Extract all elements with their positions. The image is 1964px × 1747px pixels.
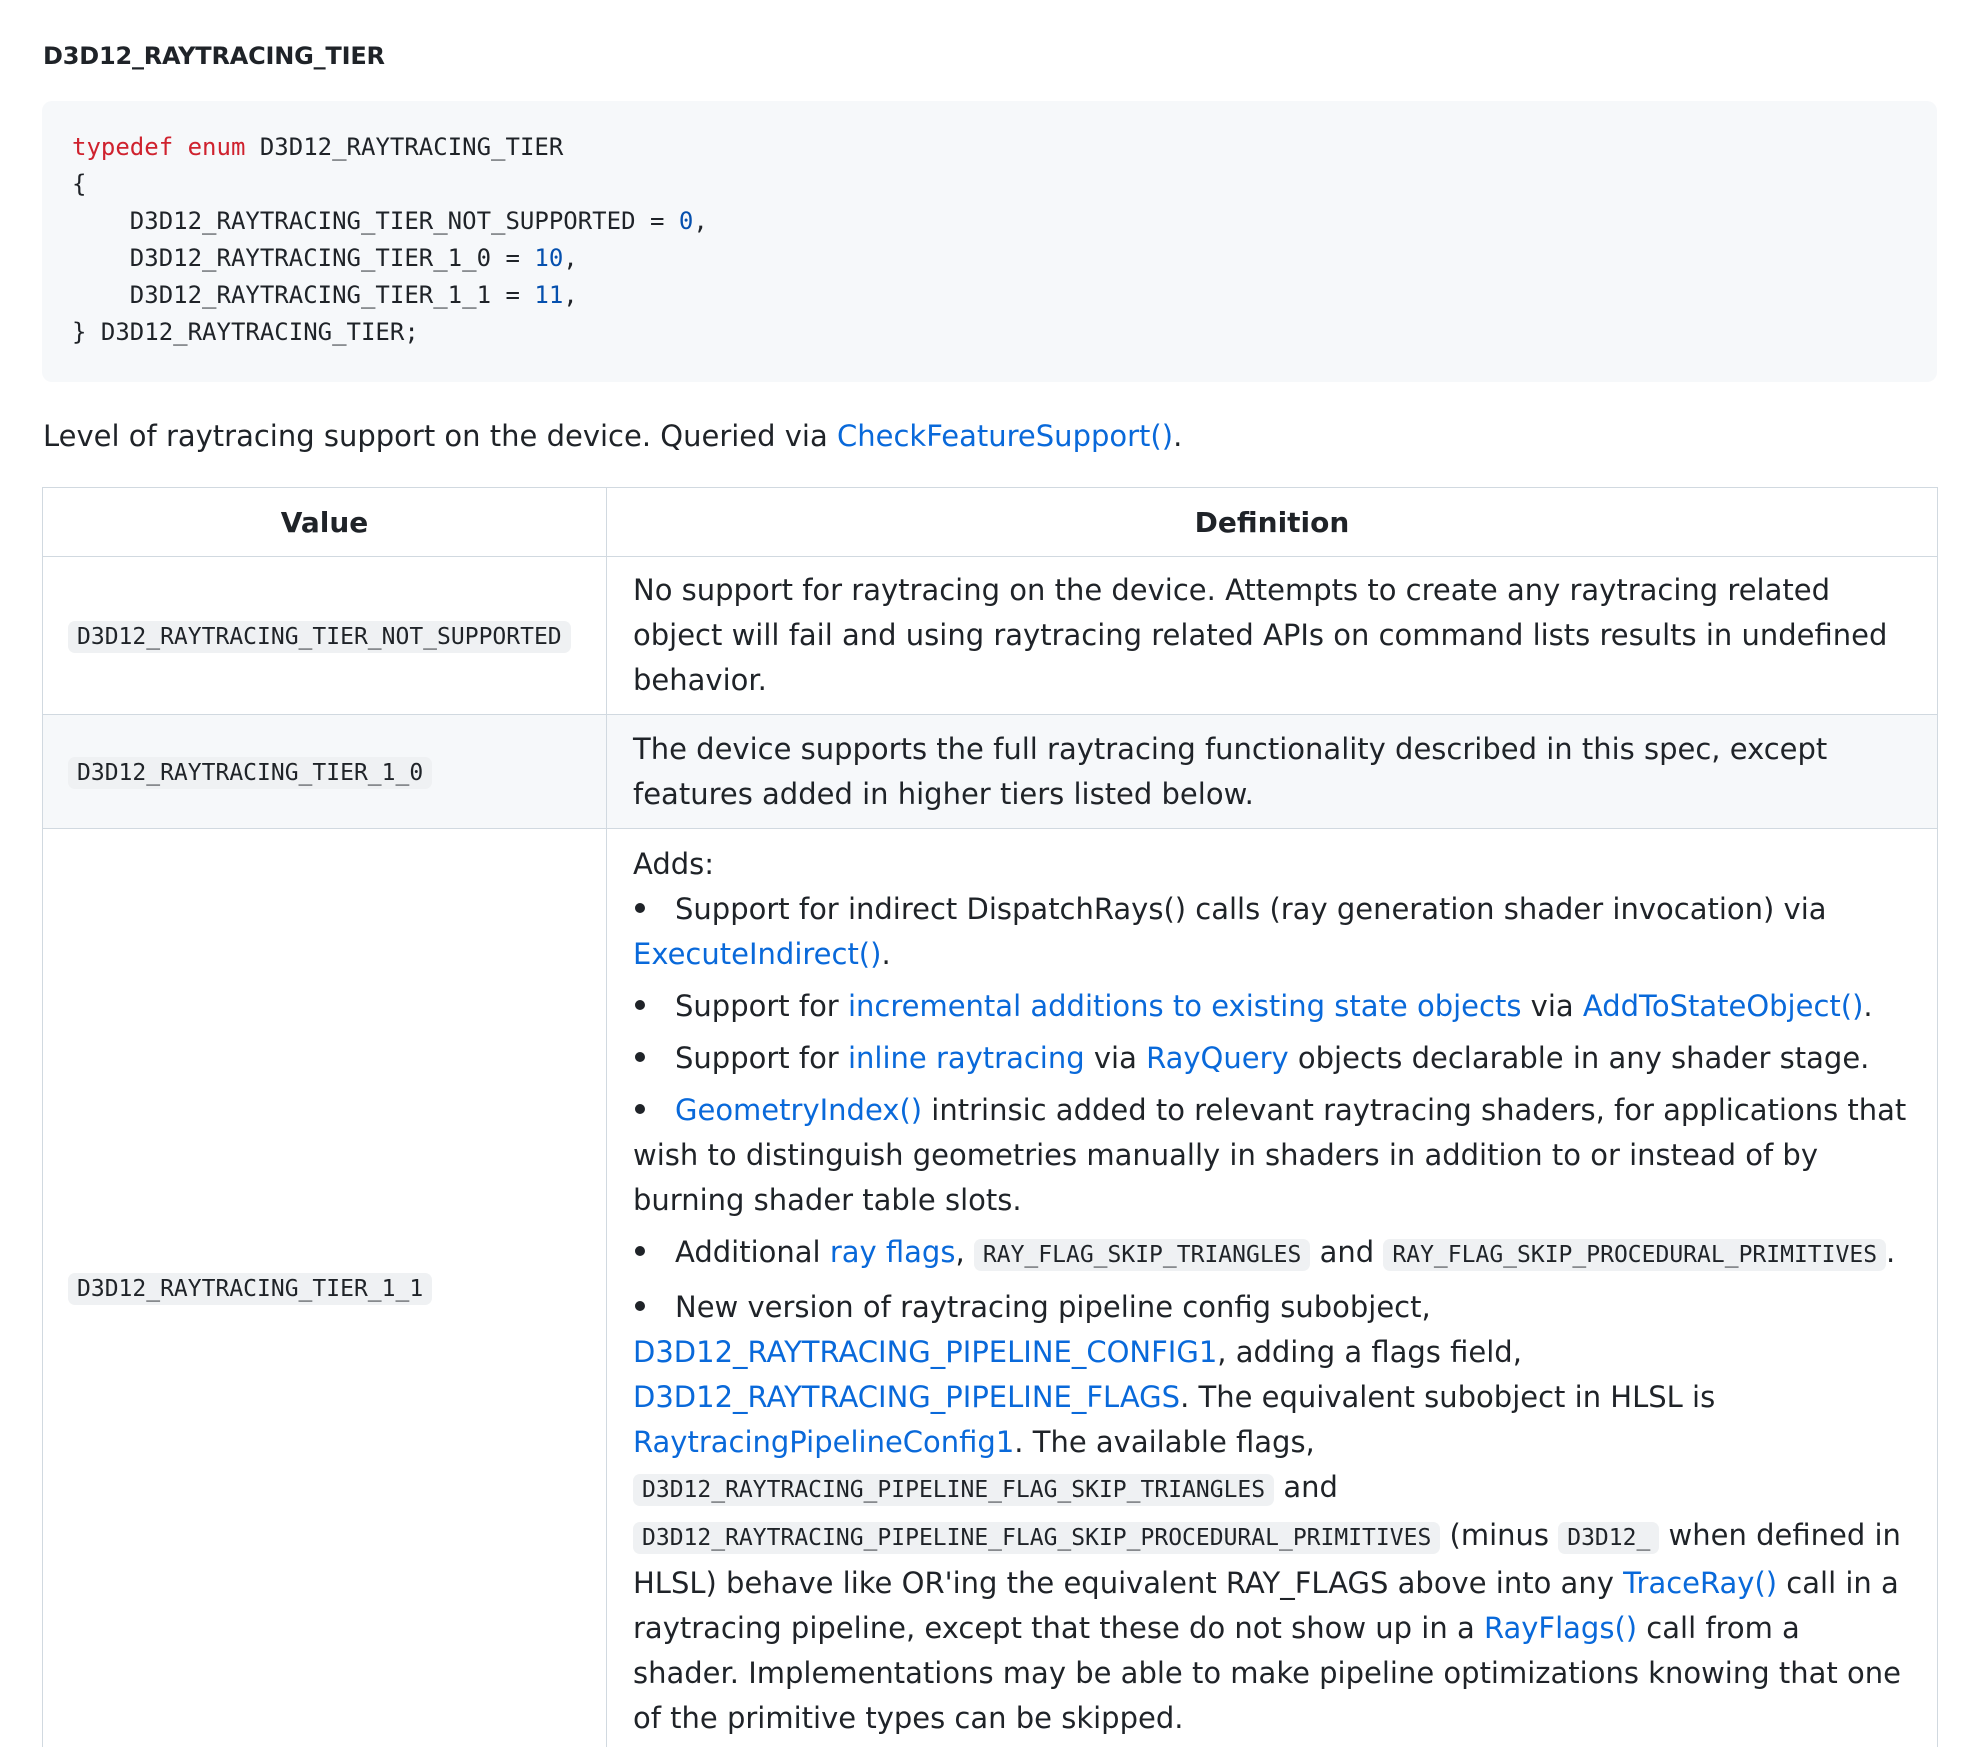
rayquery-link[interactable]: RayQuery [1146, 1041, 1289, 1075]
value-cell [43, 715, 607, 829]
intro-text: Level of raytracing support on the device. Queried via [43, 419, 837, 453]
bullet-icon [633, 1230, 675, 1275]
inline-code: D3D12_RAYTRACING_PIPELINE_FLAG_SKIP_PROCEDURAL_PRIMITIVES [633, 1522, 1440, 1554]
bullet-icon [633, 887, 675, 932]
table-row [43, 829, 1938, 1747]
code-keyword-enum: enum [188, 133, 246, 161]
list-item [633, 887, 1911, 977]
item-text: call from a shader. Implementations may be able to make pipeline optimizations knowing that one of the primitive types can be skipped. [633, 1611, 1901, 1735]
code-enum-name: D3D12_RAYTRACING_TIER [260, 133, 563, 161]
list-item [633, 1285, 1911, 1741]
code-close: } D3D12_RAYTRACING_TIER; [72, 318, 419, 346]
header-definition: Definition [607, 488, 1938, 557]
intro-end: . [1173, 419, 1182, 453]
section-heading: D3D12_RAYTRACING_TIER [43, 38, 385, 74]
raytracing-pipeline-config1-link[interactable]: RaytracingPipelineConfig1 [633, 1425, 1014, 1459]
item-text: when defined in HLSL) behave like OR'ing the equivalent RAY_FLAGS above into any [633, 1518, 1901, 1600]
header-value: Value [43, 488, 607, 557]
table-row [43, 715, 1938, 829]
item-text: Support for [675, 1041, 848, 1075]
geometry-index-link[interactable]: GeometryIndex() [675, 1093, 922, 1127]
adds-label: Adds: [633, 842, 1911, 887]
bullet-icon [633, 1088, 675, 1133]
code-block [42, 101, 1937, 382]
value-code: D3D12_RAYTRACING_TIER_1_1 [68, 1273, 432, 1305]
bullet-icon [633, 1285, 675, 1330]
item-text: via [1521, 989, 1582, 1023]
inline-code: RAY_FLAG_SKIP_TRIANGLES [974, 1239, 1311, 1271]
table-row [43, 557, 1938, 715]
item-end: . [881, 937, 890, 971]
inline-code: RAY_FLAG_SKIP_PROCEDURAL_PRIMITIVES [1383, 1239, 1886, 1271]
item-text: . The equivalent subobject in HLSL is [1180, 1380, 1715, 1414]
ray-flags-link[interactable]: ray flags [830, 1235, 956, 1269]
item-text: , adding a flags field, [1217, 1335, 1522, 1369]
code-entry-value: 11 [534, 281, 563, 309]
item-end: . [1886, 1235, 1895, 1269]
table-header-row [43, 488, 1938, 557]
item-text: New version of raytracing pipeline config subobject, [675, 1290, 1431, 1324]
list-item [633, 1088, 1911, 1223]
item-text: (minus [1450, 1518, 1550, 1552]
item-text: Support for indirect DispatchRays() calls (ray generation shader invocation) via [675, 892, 1827, 926]
item-text: Additional [675, 1235, 830, 1269]
list-item [633, 1036, 1911, 1081]
value-cell [43, 829, 607, 1747]
code-open-brace: { [72, 170, 86, 198]
item-text: Support for [675, 989, 848, 1023]
incremental-additions-link[interactable]: incremental additions to existing state objects [848, 989, 1522, 1023]
item-end: . [1863, 989, 1872, 1023]
item-text: via [1085, 1041, 1146, 1075]
list-item [633, 1230, 1911, 1278]
tier-table [42, 487, 1938, 1747]
definition-cell [607, 829, 1938, 1747]
inline-raytracing-link[interactable]: inline raytracing [848, 1041, 1085, 1075]
add-to-state-object-link[interactable]: AddToStateObject() [1583, 989, 1864, 1023]
item-text: objects declarable in any shader stage. [1289, 1041, 1870, 1075]
inline-code: D3D12_RAYTRACING_PIPELINE_FLAG_SKIP_TRIANGLES [633, 1474, 1274, 1506]
bullet-icon [633, 984, 675, 1029]
item-text: intrinsic added to relevant raytracing shaders, for applications that wish to distinguish geometries manually in shaders in addition to or instead of by burning shader table slots. [633, 1093, 1906, 1217]
value-cell [43, 557, 607, 715]
definition-cell: No support for raytracing on the device. Attempts to create any raytracing related object will fail and using raytracing related APIs on command lists results in undefined behavior. [607, 557, 1938, 715]
code-entry-value: 10 [534, 244, 563, 272]
item-text: . The available flags, [1014, 1425, 1314, 1459]
check-feature-support-link[interactable]: CheckFeatureSupport() [837, 419, 1173, 453]
code-entry-name: D3D12_RAYTRACING_TIER_1_0 [130, 244, 491, 272]
traceray-link[interactable]: TraceRay() [1623, 1566, 1777, 1600]
code-entry-name: D3D12_RAYTRACING_TIER_NOT_SUPPORTED [130, 207, 636, 235]
code-entry-value: 0 [679, 207, 693, 235]
value-code: D3D12_RAYTRACING_TIER_NOT_SUPPORTED [68, 621, 571, 653]
value-code: D3D12_RAYTRACING_TIER_1_0 [68, 757, 432, 789]
item-text: , [955, 1235, 964, 1269]
execute-indirect-link[interactable]: ExecuteIndirect() [633, 937, 881, 971]
definition-cell: The device supports the full raytracing functionality described in this spec, except features added in higher tiers listed below. [607, 715, 1938, 829]
list-item [633, 984, 1911, 1029]
feature-list [633, 887, 1911, 1741]
code-entry-name: D3D12_RAYTRACING_TIER_1_1 [130, 281, 491, 309]
item-text: and [1320, 1235, 1375, 1269]
inline-code: D3D12_ [1558, 1522, 1659, 1554]
intro-paragraph [43, 415, 1182, 457]
pipeline-config1-link[interactable]: D3D12_RAYTRACING_PIPELINE_CONFIG1 [633, 1335, 1217, 1369]
code-listing: typedef enum D3D12_RAYTRACING_TIER { D3D12_RAYTRACING_TIER_NOT_SUPPORTED = 0, D3D12_RAYTRACING_TIER_1_0 = 10, D3D12_RAYTRACING_TIER_1_1 = 11, } D3D12_RAYTRACING_TIER; [72, 129, 708, 351]
pipeline-flags-link[interactable]: D3D12_RAYTRACING_PIPELINE_FLAGS [633, 1380, 1180, 1414]
rayflags-link[interactable]: RayFlags() [1484, 1611, 1637, 1645]
item-text: call in a raytracing pipeline, except that these do not show up in a [633, 1566, 1899, 1645]
code-keyword-typedef: typedef [72, 133, 173, 161]
item-text: and [1283, 1470, 1338, 1504]
bullet-icon [633, 1036, 675, 1081]
